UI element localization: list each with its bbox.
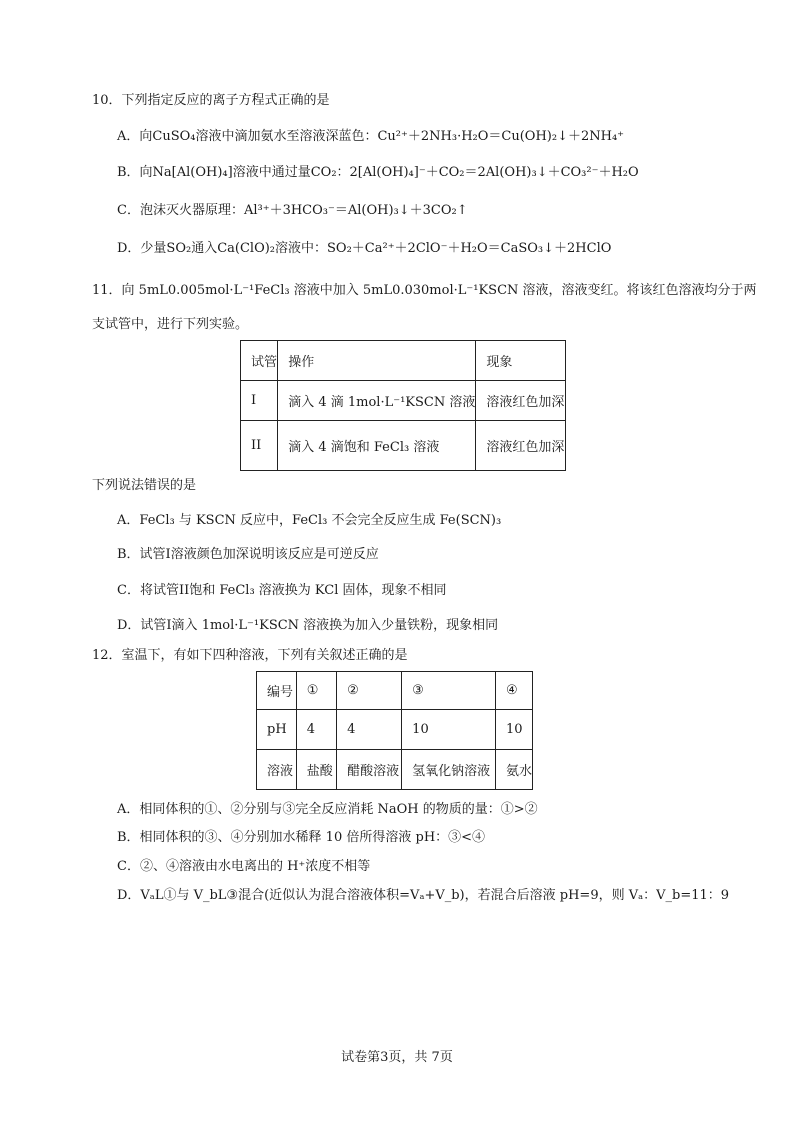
table-header-cell: 操作 <box>278 341 476 381</box>
q11-experiment-table <box>240 340 566 471</box>
table-cell: 滴入 4 滴饱和 FeCl₃ 溶液 <box>278 421 476 471</box>
q11-option-c: C．将试管II饱和 FeCl₃ 溶液换为 KCl 固体，现象不相同 <box>117 583 447 598</box>
q11-option-b: B．试管I溶液颜色加深说明该反应是可逆反应 <box>117 547 379 562</box>
table-row <box>257 672 533 710</box>
table-row <box>241 341 566 381</box>
page-footer: 试卷第3页，共 7页 <box>341 1050 453 1065</box>
table-cell: II <box>241 421 278 471</box>
table-cell: 溶液 <box>257 750 297 790</box>
q12-stem: 12．室温下，有如下四种溶液，下列有关叙述正确的是 <box>92 648 408 663</box>
table-row <box>241 421 566 471</box>
table-cell: ④ <box>495 672 532 710</box>
table-cell: 4 <box>337 710 402 750</box>
q10-option-a: A．向CuSO₄溶液中滴加氨水至溶液深蓝色：Cu²⁺＋2NH₃·H₂O＝Cu(OH)₂↓＋2NH₄⁺ <box>117 129 625 144</box>
q12-solutions-table <box>256 671 533 790</box>
q11-option-a: A．FeCl₃ 与 KSCN 反应中，FeCl₃ 不会完全反应生成 Fe(SCN)₃ <box>117 513 502 528</box>
q11-stem-line2: 支试管中，进行下列实验。 <box>92 317 249 332</box>
table-cell: 4 <box>296 710 336 750</box>
table-row <box>241 381 566 421</box>
q10-option-b: B．向Na[Al(OH)₄]溶液中通过量CO₂：2[Al(OH)₄]⁻＋CO₂＝2Al(OH)₃↓＋CO₃²⁻＋H₂O <box>117 165 639 180</box>
table-cell: 溶液红色加深 <box>476 421 566 471</box>
table-cell: 10 <box>402 710 496 750</box>
table-cell: ② <box>337 672 402 710</box>
table-cell: 醋酸溶液 <box>337 750 402 790</box>
table-cell: 盐酸 <box>296 750 336 790</box>
table-cell: 溶液红色加深 <box>476 381 566 421</box>
table-cell: pH <box>257 710 297 750</box>
q11-prompt: 下列说法错误的是 <box>92 478 197 493</box>
q10-option-d: D．少量SO₂通入Ca(ClO)₂溶液中：SO₂＋Ca²⁺＋2ClO⁻＋H₂O＝CaSO₃↓＋2HClO <box>117 241 612 256</box>
q12-option-d: D．VₐL①与 V_bL③混合(近似认为混合溶液体积=Vₐ+V_b)，若混合后溶液 pH=9，则 Vₐ：V_b=11：9 <box>117 888 730 903</box>
q12-option-c: C．②、④溶液由水电离出的 H⁺浓度不相等 <box>117 859 371 874</box>
q12-option-a: A．相同体积的①、②分别与③完全反应消耗 NaOH 的物质的量：①>② <box>117 802 538 817</box>
q10-stem: 10．下列指定反应的离子方程式正确的是 <box>92 93 330 108</box>
table-header-cell: 试管 <box>241 341 278 381</box>
table-cell: I <box>241 381 278 421</box>
table-cell: ③ <box>402 672 496 710</box>
table-cell: 氨水 <box>495 750 532 790</box>
q11-option-d: D．试管I滴入 1mol·L⁻¹KSCN 溶液换为加入少量铁粉，现象相同 <box>117 618 499 633</box>
table-row <box>257 710 533 750</box>
q10-option-c: C．泡沫灭火器原理：Al³⁺＋3HCO₃⁻＝Al(OH)₃↓＋3CO₂↑ <box>117 203 468 218</box>
table-header-cell: 现象 <box>476 341 566 381</box>
table-cell: 氢氧化钠溶液 <box>402 750 496 790</box>
table-cell: 滴入 4 滴 1mol·L⁻¹KSCN 溶液 <box>278 381 476 421</box>
table-row <box>257 750 533 790</box>
q11-stem-line1: 11．向 5mL0.005mol·L⁻¹FeCl₃ 溶液中加入 5mL0.030mol·L⁻¹KSCN 溶液，溶液变红。将该红色溶液均分于两 <box>92 283 757 298</box>
table-cell: 编号 <box>257 672 297 710</box>
q12-option-b: B．相同体积的③、④分别加水稀释 10 倍所得溶液 pH：③<④ <box>117 830 486 845</box>
table-cell: 10 <box>495 710 532 750</box>
table-cell: ① <box>296 672 336 710</box>
